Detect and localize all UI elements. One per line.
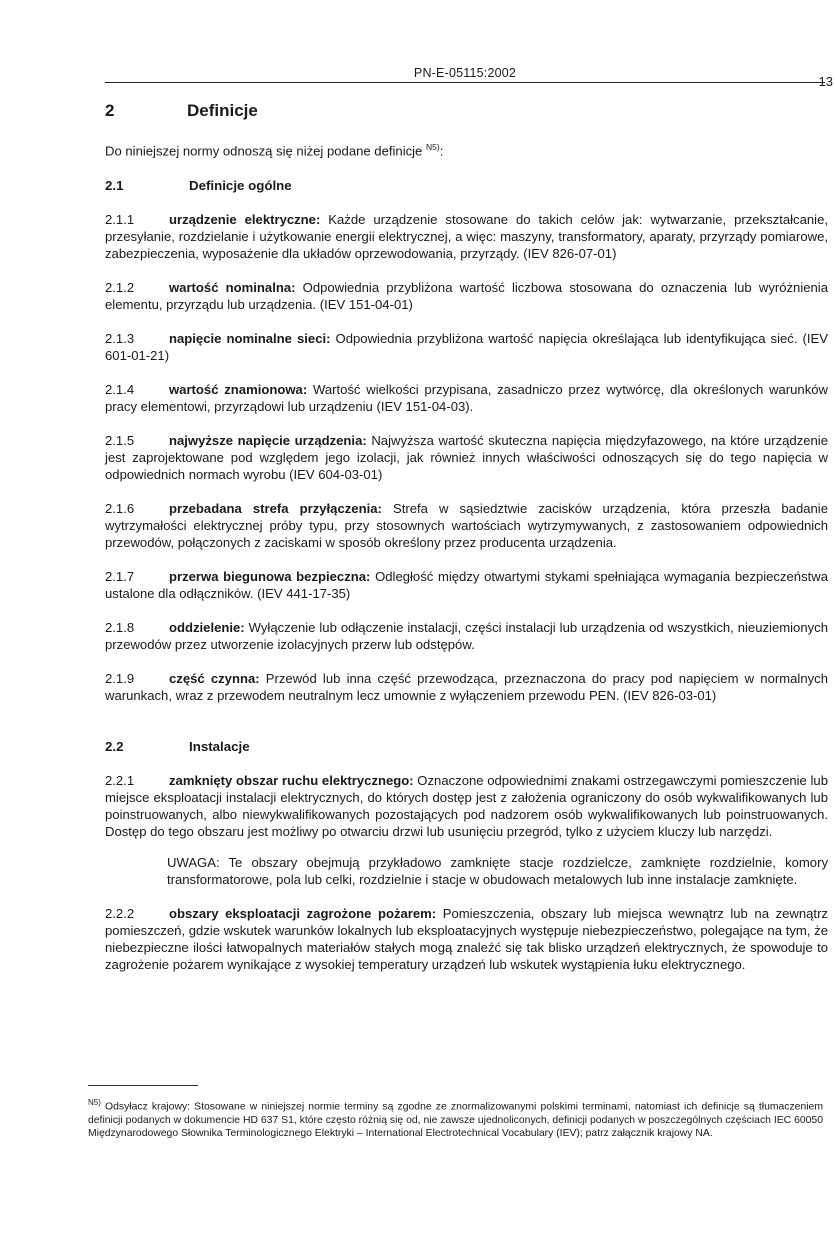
definition-text: Wartość wielkości przypisana, zasadniczo przez wytwórcę, dla określonych warunków pracy elementowi, przyrządowi lub urządzeniu (IEV 151-04-03).: [105, 382, 828, 415]
definition-item: [105, 330, 828, 364]
definition-item: [105, 432, 828, 483]
definition-number: 2.2.1: [105, 773, 135, 789]
definition-term: część czynna:: [169, 671, 260, 687]
subsection-title: Definicje ogólne: [189, 178, 292, 194]
definition-number: 2.1.5: [105, 433, 135, 449]
definition-item: [105, 279, 828, 313]
intro-text: Do niniejszej normy odnoszą się niżej podane definicje: [105, 143, 423, 159]
definition-text: Strefa w sąsiedztwie zacisków urządzenia, która przeszła badanie wytrzymałości elektrycznej próby typu, przy stosownych wartościach wytrzymywanych, z zastosowaniem odpowiednich przewodów, połączonych z zaciskami w sposób określony przez producenta urządzenia.: [105, 501, 828, 551]
section-heading: [105, 102, 828, 119]
footnote-mark: N5): [88, 1098, 101, 1107]
definition-item: [105, 619, 828, 653]
intro-end: :: [439, 143, 444, 159]
definition-text: Najwyższa wartość skuteczna napięcia międzyfazowego, na które urządzenie jest zaprojektowane pod względem jego izolacji, jak również innych właściwości odnoszących się do tego napięcia w odpowiednich normach wyrobu (IEV 604-03-01): [105, 433, 828, 483]
definition-text: Odpowiednia przybliżona wartość napięcia określająca lub identyfikująca sieć. (IEV 601-01-21): [105, 331, 828, 364]
definition-number: 2.1.9: [105, 671, 135, 687]
header-rule: [105, 82, 825, 83]
definition-number: 2.1.8: [105, 620, 135, 636]
definition-item: [105, 500, 828, 551]
page-header: [105, 66, 833, 92]
definition-term: przebadana strefa przyłączenia:: [169, 501, 382, 517]
definition-term: zamknięty obszar ruchu elektrycznego:: [169, 773, 414, 789]
definition-item: [105, 568, 828, 602]
definition-number: 2.1.6: [105, 501, 135, 517]
section-intro: [105, 139, 828, 159]
definition-number: 2.1.2: [105, 280, 135, 296]
definition-item: [105, 772, 828, 840]
page-number: 13: [818, 74, 833, 89]
definition-term: przerwa biegunowa bezpieczna:: [169, 569, 371, 585]
footnote-reference[interactable]: N5): [426, 142, 440, 152]
document-body: [105, 100, 828, 973]
footnote-rule: [88, 1085, 198, 1086]
definition-item: [105, 670, 828, 704]
definition-item: [105, 905, 828, 973]
definition-text: Pomieszczenia, obszary lub miejsca wewnątrz lub na zewnątrz pomieszczeń, gdzie wskutek warunków lokalnych lub eksploatacyjnych występuje niebezpieczeństwo, polegające na tym, że niebezpieczne ilości łatwopalnych materiałów stałych mogą znaleźć się tak blisko urządzeń elektrycznych, że spowoduje to zagrożenie pożarem wynikające z wysokiej temperatury urządzeń lub wskutek wystąpienia łuku elektrycznego.: [105, 906, 828, 973]
subsection-number: 2.2: [105, 739, 124, 755]
definition-text: Wyłączenie lub odłączenie instalacji, części instalacji lub urządzenia od wszystkich, nieuziemionych przewodów przez utworzenie izolacyjnych przerw lub odstępów.: [105, 620, 828, 653]
definition-item: [105, 211, 828, 262]
section-number: 2: [105, 101, 115, 120]
definition-number: 2.1.4: [105, 382, 135, 398]
definition-text: Każde urządzenie stosowane do takich celów jak: wytwarzanie, przekształcanie, przesyłanie, rozdzielanie i użytkowanie energii elektrycznej, a więc: maszyny, transformatory, aparaty, przyrządy pomiarowe, zabezpieczenia, wyposażenie dla układów oprzewodowania, przyrządy. (IEV 826-07-01): [105, 212, 828, 262]
section-title: Definicje: [187, 101, 258, 120]
footnote: [88, 1096, 823, 1141]
definition-number: 2.1.3: [105, 331, 135, 347]
definition-term: najwyższe napięcie urządzenia:: [169, 433, 367, 449]
definition-term: obszary eksploatacji zagrożone pożarem:: [169, 906, 437, 922]
definition-number: 2.1.1: [105, 212, 135, 228]
subsection-heading: [105, 738, 828, 755]
definition-number: 2.1.7: [105, 569, 135, 585]
definition-text: Oznaczone odpowiednimi znakami ostrzegawczymi pomieszczenie lub miejsce eksploatacji instalacji elektrycznych, do których dostęp jest z założenia ograniczony do osób wykwalifikowanych lub poinstruowanych, albo niewykwalifikowanych pozostających pod nadzorem osób wykwalifikowanych lub poinstruowanych. Dostęp do tego obszaru jest możliwy po otwarciu drzwi lub usunięciu przegród, tylko z użyciem kluczy lub narzędzi.: [105, 773, 828, 840]
definition-item: [105, 381, 828, 415]
definition-text: Przewód lub inna część przewodząca, przeznaczona do pracy pod napięciem w normalnych warunkach, wraz z przewodem neutralnym lecz umownie z wyłączeniem przewodu PEN. (IEV 826-03-01): [105, 671, 828, 704]
footnote-text: Odsyłacz krajowy: Stosowane w niniejszej normie terminy są zgodne ze znormalizowanymi polskimi terminami, natomiast ich definicje są tłumaczeniem definicji podanych w dokumencie HD 637 S1, które często różnią się od, nie zawsze ujednoliconych, definicji podanych w poszczególnych częściach IEC 60050 Międzynarodowego Słownika Terminologicznego Elektryki – International Electrotechnical Vocabulary (IEV); patrz załącznik krajowy NA.: [88, 1101, 823, 1140]
subsection-number: 2.1: [105, 178, 124, 194]
definition-number: 2.2.2: [105, 906, 135, 922]
definition-term: oddzielenie:: [169, 620, 245, 636]
note-text: UWAGA: Te obszary obejmują przykładowo zamknięte stacje rozdzielcze, zamknięte rozdzielnie, komory transformatorowe, pola lub celki, rozdzielnie i stacje w obudowach metalowych lub inne instalacje zamknięte.: [167, 855, 828, 888]
definition-term: urządzenie elektryczne:: [169, 212, 321, 228]
definition-text: Odpowiednia przybliżona wartość liczbowa stosowana do oznaczenia lub wyróżnienia elementu, przyrządu lub urządzenia. (IEV 151-04-01): [105, 280, 828, 313]
standard-code: PN-E-05115:2002: [413, 66, 517, 80]
definition-text: Odległość między otwartymi stykami spełniająca wymagania bezpieczeństwa ustalone dla odłączników. (IEV 441-17-35): [105, 569, 829, 602]
subsection-title: Instalacje: [189, 739, 250, 755]
definition-term: napięcie nominalne sieci:: [169, 331, 331, 347]
subsection-heading: [105, 177, 828, 194]
definition-term: wartość znamionowa:: [169, 382, 308, 398]
definition-term: wartość nominalna:: [169, 280, 296, 296]
